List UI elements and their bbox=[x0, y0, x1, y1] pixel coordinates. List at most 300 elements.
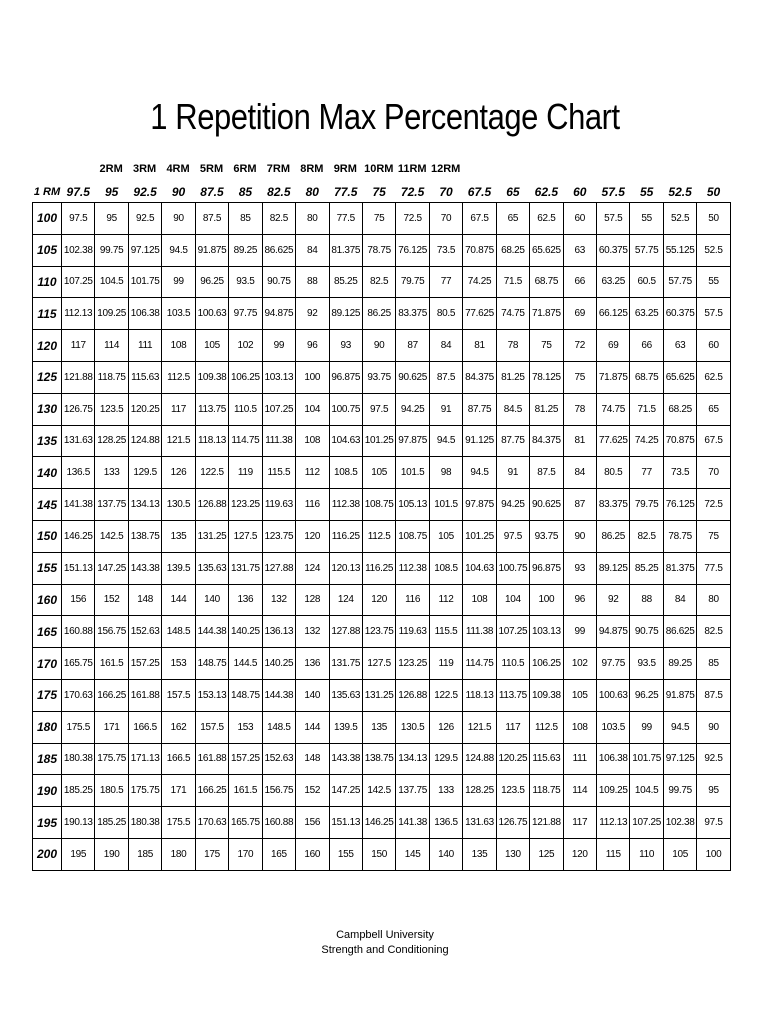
table-cell: 175.75 bbox=[128, 775, 161, 807]
row-weight: 200 bbox=[33, 838, 62, 870]
table-cell: 81 bbox=[563, 425, 596, 457]
table-cell: 120 bbox=[563, 838, 596, 870]
table-cell: 105.13 bbox=[396, 489, 429, 521]
table-cell: 93.5 bbox=[630, 648, 663, 680]
table-cell: 72.5 bbox=[697, 489, 730, 521]
table-cell: 93.75 bbox=[530, 520, 563, 552]
table-cell: 57.5 bbox=[597, 203, 630, 235]
table-cell: 146.25 bbox=[362, 807, 395, 839]
table-cell: 73.5 bbox=[429, 234, 462, 266]
table-cell: 93.75 bbox=[362, 361, 395, 393]
table-cell: 156.75 bbox=[95, 616, 128, 648]
page-title: 1 Repetition Max Percentage Chart bbox=[150, 96, 620, 137]
table-cell: 140 bbox=[296, 679, 329, 711]
table-row bbox=[33, 838, 731, 870]
table-cell: 80 bbox=[296, 203, 329, 235]
table-cell: 131.25 bbox=[362, 679, 395, 711]
table-cell: 87.5 bbox=[697, 679, 730, 711]
header-percent: 97.5 bbox=[62, 182, 95, 203]
table-cell: 151.13 bbox=[329, 807, 362, 839]
table-cell: 175.75 bbox=[95, 743, 128, 775]
table-cell: 84 bbox=[663, 584, 696, 616]
table-cell: 120.13 bbox=[329, 552, 362, 584]
table-cell: 84 bbox=[429, 330, 462, 362]
table-cell: 139.5 bbox=[329, 711, 362, 743]
table-cell: 116.25 bbox=[362, 552, 395, 584]
table-cell: 100.63 bbox=[597, 679, 630, 711]
table-cell: 77.625 bbox=[597, 425, 630, 457]
table-cell: 148 bbox=[296, 743, 329, 775]
table-cell: 115.63 bbox=[530, 743, 563, 775]
table-row bbox=[33, 807, 731, 839]
header-percent: 75 bbox=[362, 182, 395, 203]
table-cell: 112.13 bbox=[597, 807, 630, 839]
table-cell: 92 bbox=[597, 584, 630, 616]
table-cell: 127.88 bbox=[262, 552, 295, 584]
table-cell: 111.38 bbox=[463, 616, 496, 648]
table-cell: 88 bbox=[630, 584, 663, 616]
table-cell: 106.25 bbox=[530, 648, 563, 680]
table-cell: 131.63 bbox=[62, 425, 95, 457]
table-cell: 185.25 bbox=[95, 807, 128, 839]
table-cell: 185.25 bbox=[62, 775, 95, 807]
table-cell: 103.5 bbox=[597, 711, 630, 743]
table-cell: 100.63 bbox=[195, 298, 228, 330]
table-cell: 81 bbox=[463, 330, 496, 362]
table-cell: 127.5 bbox=[229, 520, 262, 552]
table-cell: 147.25 bbox=[95, 552, 128, 584]
table-cell: 113.75 bbox=[195, 393, 228, 425]
table-cell: 116.25 bbox=[329, 520, 362, 552]
table-cell: 77 bbox=[630, 457, 663, 489]
table-row bbox=[33, 711, 731, 743]
table-cell: 156 bbox=[62, 584, 95, 616]
table-cell: 130.5 bbox=[162, 489, 195, 521]
table-cell: 100 bbox=[697, 838, 730, 870]
table-cell: 102.38 bbox=[62, 234, 95, 266]
table-cell: 94.875 bbox=[262, 298, 295, 330]
table-cell: 115.63 bbox=[128, 361, 161, 393]
table-cell: 135.63 bbox=[329, 679, 362, 711]
table-cell: 112.38 bbox=[329, 489, 362, 521]
table-cell: 132 bbox=[262, 584, 295, 616]
table-cell: 134.13 bbox=[396, 743, 429, 775]
table-cell: 118.13 bbox=[463, 679, 496, 711]
row-weight: 190 bbox=[33, 775, 62, 807]
header-percent: 92.5 bbox=[128, 182, 161, 203]
table-cell: 87 bbox=[396, 330, 429, 362]
table-cell: 75 bbox=[362, 203, 395, 235]
header-row bbox=[33, 182, 731, 203]
table-cell: 105 bbox=[563, 679, 596, 711]
table-cell: 87.5 bbox=[429, 361, 462, 393]
table-cell: 165 bbox=[262, 838, 295, 870]
header-percent: 70 bbox=[429, 182, 462, 203]
table-cell: 136.5 bbox=[62, 457, 95, 489]
table-cell: 101.25 bbox=[362, 425, 395, 457]
table-cell: 109.38 bbox=[530, 679, 563, 711]
row-weight: 155 bbox=[33, 552, 62, 584]
table-cell: 152 bbox=[95, 584, 128, 616]
table-cell: 108.5 bbox=[329, 457, 362, 489]
table-cell: 97.125 bbox=[663, 743, 696, 775]
table-cell: 77 bbox=[429, 266, 462, 298]
table-cell: 78.75 bbox=[362, 234, 395, 266]
table-cell: 112.38 bbox=[396, 552, 429, 584]
row-weight: 170 bbox=[33, 648, 62, 680]
table-cell: 77.5 bbox=[697, 552, 730, 584]
table-cell: 96.25 bbox=[195, 266, 228, 298]
table-cell: 153.13 bbox=[195, 679, 228, 711]
table-row bbox=[33, 584, 731, 616]
table-row bbox=[33, 203, 731, 235]
rep-max-label: 10RM bbox=[364, 163, 394, 175]
table-cell: 55.125 bbox=[663, 234, 696, 266]
table-cell: 171 bbox=[162, 775, 195, 807]
table-cell: 91.125 bbox=[463, 425, 496, 457]
table-cell: 100 bbox=[296, 361, 329, 393]
footer bbox=[0, 928, 770, 958]
table-cell: 123.5 bbox=[496, 775, 529, 807]
table-cell: 98 bbox=[429, 457, 462, 489]
table-cell: 80.5 bbox=[429, 298, 462, 330]
table-cell: 99 bbox=[262, 330, 295, 362]
table-cell: 160 bbox=[296, 838, 329, 870]
table-cell: 130 bbox=[496, 838, 529, 870]
table-cell: 104.63 bbox=[463, 552, 496, 584]
table-cell: 117 bbox=[62, 330, 95, 362]
table-cell: 97.5 bbox=[496, 520, 529, 552]
table-cell: 94.5 bbox=[463, 457, 496, 489]
table-cell: 95 bbox=[95, 203, 128, 235]
table-cell: 105 bbox=[663, 838, 696, 870]
table-cell: 107.25 bbox=[262, 393, 295, 425]
table-cell: 65 bbox=[697, 393, 730, 425]
rep-max-label: 5RM bbox=[199, 163, 224, 175]
table-cell: 91.875 bbox=[663, 679, 696, 711]
table-cell: 109.38 bbox=[195, 361, 228, 393]
row-weight: 110 bbox=[33, 266, 62, 298]
table-cell: 115.5 bbox=[429, 616, 462, 648]
table-cell: 94.875 bbox=[597, 616, 630, 648]
table-cell: 94.25 bbox=[396, 393, 429, 425]
header-percent: 77.5 bbox=[329, 182, 362, 203]
table-cell: 77.5 bbox=[329, 203, 362, 235]
table-cell: 94.5 bbox=[162, 234, 195, 266]
table-cell: 112.13 bbox=[62, 298, 95, 330]
table-row bbox=[33, 489, 731, 521]
rep-max-label: 3RM bbox=[133, 163, 157, 175]
table-cell: 74.25 bbox=[463, 266, 496, 298]
table-cell: 166.5 bbox=[162, 743, 195, 775]
table-cell: 87 bbox=[563, 489, 596, 521]
table-cell: 115.5 bbox=[262, 457, 295, 489]
table-cell: 90 bbox=[563, 520, 596, 552]
table-cell: 93.5 bbox=[229, 266, 262, 298]
table-cell: 114 bbox=[95, 330, 128, 362]
table-cell: 131.75 bbox=[229, 552, 262, 584]
table-cell: 83.375 bbox=[597, 489, 630, 521]
table-cell: 114.75 bbox=[463, 648, 496, 680]
table-cell: 121.88 bbox=[62, 361, 95, 393]
table-cell: 96.875 bbox=[530, 552, 563, 584]
table-cell: 112.5 bbox=[530, 711, 563, 743]
table-cell: 67.5 bbox=[697, 425, 730, 457]
table-cell: 128 bbox=[296, 584, 329, 616]
table-cell: 94.25 bbox=[496, 489, 529, 521]
table-cell: 77.625 bbox=[463, 298, 496, 330]
table-cell: 126 bbox=[429, 711, 462, 743]
table-cell: 190 bbox=[95, 838, 128, 870]
header-percent: 60 bbox=[563, 182, 596, 203]
table-cell: 148.5 bbox=[162, 616, 195, 648]
header-percent: 52.5 bbox=[663, 182, 696, 203]
table-cell: 144 bbox=[162, 584, 195, 616]
table-cell: 96.875 bbox=[329, 361, 362, 393]
table-cell: 63 bbox=[563, 234, 596, 266]
table-cell: 79.75 bbox=[396, 266, 429, 298]
table-cell: 119.63 bbox=[262, 489, 295, 521]
row-weight: 140 bbox=[33, 457, 62, 489]
table-cell: 104 bbox=[296, 393, 329, 425]
table-cell: 80 bbox=[697, 584, 730, 616]
table-cell: 157.5 bbox=[162, 679, 195, 711]
table-cell: 108 bbox=[463, 584, 496, 616]
table-cell: 129.5 bbox=[128, 457, 161, 489]
table-cell: 65.625 bbox=[530, 234, 563, 266]
table-cell: 101.5 bbox=[429, 489, 462, 521]
table-cell: 99 bbox=[563, 616, 596, 648]
table-cell: 96 bbox=[563, 584, 596, 616]
table-cell: 148.75 bbox=[195, 648, 228, 680]
table-cell: 62.5 bbox=[530, 203, 563, 235]
table-cell: 136 bbox=[229, 584, 262, 616]
table-cell: 166.25 bbox=[195, 775, 228, 807]
table-cell: 124.88 bbox=[463, 743, 496, 775]
table-cell: 79.75 bbox=[630, 489, 663, 521]
table-cell: 138.75 bbox=[362, 743, 395, 775]
table-cell: 89.25 bbox=[229, 234, 262, 266]
table-cell: 114 bbox=[563, 775, 596, 807]
table-cell: 161.88 bbox=[195, 743, 228, 775]
table-cell: 90 bbox=[697, 711, 730, 743]
table-cell: 140 bbox=[195, 584, 228, 616]
table-cell: 60 bbox=[697, 330, 730, 362]
table-cell: 165.75 bbox=[229, 807, 262, 839]
table-cell: 143.38 bbox=[128, 552, 161, 584]
table-cell: 87.75 bbox=[463, 393, 496, 425]
table-cell: 133 bbox=[95, 457, 128, 489]
table-cell: 111 bbox=[563, 743, 596, 775]
table-cell: 162 bbox=[162, 711, 195, 743]
table-row bbox=[33, 648, 731, 680]
table-cell: 137.75 bbox=[396, 775, 429, 807]
table-cell: 63.25 bbox=[630, 298, 663, 330]
table-cell: 100.75 bbox=[329, 393, 362, 425]
footer-department: Strength and Conditioning bbox=[321, 944, 449, 956]
table-cell: 106.25 bbox=[229, 361, 262, 393]
table-cell: 55 bbox=[697, 266, 730, 298]
header-percent: 90 bbox=[162, 182, 195, 203]
table-cell: 75 bbox=[530, 330, 563, 362]
table-cell: 130.5 bbox=[396, 711, 429, 743]
table-cell: 113.75 bbox=[496, 679, 529, 711]
table-cell: 103.5 bbox=[162, 298, 195, 330]
header-percent: 80 bbox=[296, 182, 329, 203]
table-cell: 99.75 bbox=[95, 234, 128, 266]
table-cell: 112.5 bbox=[162, 361, 195, 393]
table-cell: 97.75 bbox=[597, 648, 630, 680]
table-cell: 101.75 bbox=[630, 743, 663, 775]
table-cell: 107.25 bbox=[630, 807, 663, 839]
table-row bbox=[33, 266, 731, 298]
header-1rm: 1 RM bbox=[33, 182, 62, 203]
table-cell: 102 bbox=[229, 330, 262, 362]
table-cell: 123.5 bbox=[95, 393, 128, 425]
table-cell: 69 bbox=[563, 298, 596, 330]
table-cell: 70.875 bbox=[663, 425, 696, 457]
table-cell: 141.38 bbox=[396, 807, 429, 839]
table-cell: 135.63 bbox=[195, 552, 228, 584]
table-cell: 146.25 bbox=[62, 520, 95, 552]
table-cell: 71.875 bbox=[597, 361, 630, 393]
table-cell: 135 bbox=[162, 520, 195, 552]
table-cell: 87.5 bbox=[195, 203, 228, 235]
table-cell: 93 bbox=[329, 330, 362, 362]
table-cell: 108.75 bbox=[362, 489, 395, 521]
table-cell: 108.5 bbox=[429, 552, 462, 584]
table-cell: 138.75 bbox=[128, 520, 161, 552]
table-cell: 85 bbox=[697, 648, 730, 680]
table-cell: 144.5 bbox=[229, 648, 262, 680]
table-cell: 180 bbox=[162, 838, 195, 870]
table-cell: 175.5 bbox=[162, 807, 195, 839]
table-cell: 85.25 bbox=[329, 266, 362, 298]
table-cell: 103.13 bbox=[530, 616, 563, 648]
table-cell: 131.25 bbox=[195, 520, 228, 552]
table-cell: 65.625 bbox=[663, 361, 696, 393]
table-cell: 95 bbox=[697, 775, 730, 807]
table-cell: 84 bbox=[296, 234, 329, 266]
table-cell: 107.25 bbox=[496, 616, 529, 648]
table-cell: 57.75 bbox=[663, 266, 696, 298]
table-cell: 89.125 bbox=[597, 552, 630, 584]
table-cell: 120.25 bbox=[128, 393, 161, 425]
table-cell: 135 bbox=[463, 838, 496, 870]
rep-max-label: 4RM bbox=[166, 163, 190, 175]
table-cell: 156.75 bbox=[262, 775, 295, 807]
table-cell: 71.875 bbox=[530, 298, 563, 330]
table-cell: 137.75 bbox=[95, 489, 128, 521]
table-cell: 91 bbox=[429, 393, 462, 425]
header-percent: 72.5 bbox=[396, 182, 429, 203]
row-weight: 125 bbox=[33, 361, 62, 393]
table-cell: 86.25 bbox=[362, 298, 395, 330]
table-cell: 153 bbox=[162, 648, 195, 680]
table-cell: 153 bbox=[229, 711, 262, 743]
table-cell: 101.25 bbox=[463, 520, 496, 552]
table-cell: 144.38 bbox=[195, 616, 228, 648]
table-cell: 131.63 bbox=[463, 807, 496, 839]
table-cell: 110.5 bbox=[229, 393, 262, 425]
table-cell: 86.25 bbox=[597, 520, 630, 552]
table-cell: 87.75 bbox=[496, 425, 529, 457]
header-percent: 67.5 bbox=[463, 182, 496, 203]
table-cell: 123.25 bbox=[396, 648, 429, 680]
table-cell: 123.75 bbox=[362, 616, 395, 648]
table-cell: 157.5 bbox=[195, 711, 228, 743]
table-cell: 171.13 bbox=[128, 743, 161, 775]
table-row bbox=[33, 234, 731, 266]
table-cell: 78.125 bbox=[530, 361, 563, 393]
table-cell: 97.5 bbox=[62, 203, 95, 235]
table-cell: 101.75 bbox=[128, 266, 161, 298]
row-weight: 105 bbox=[33, 234, 62, 266]
table-cell: 68.75 bbox=[530, 266, 563, 298]
table-cell: 123.25 bbox=[229, 489, 262, 521]
table-cell: 90.75 bbox=[630, 616, 663, 648]
table-cell: 170.63 bbox=[62, 679, 95, 711]
table-cell: 132 bbox=[296, 616, 329, 648]
row-weight: 115 bbox=[33, 298, 62, 330]
table-cell: 136.13 bbox=[262, 616, 295, 648]
table-cell: 106.38 bbox=[128, 298, 161, 330]
table-cell: 87.5 bbox=[530, 457, 563, 489]
table-cell: 127.5 bbox=[362, 648, 395, 680]
table-cell: 112 bbox=[296, 457, 329, 489]
table-cell: 90 bbox=[362, 330, 395, 362]
table-cell: 148.5 bbox=[262, 711, 295, 743]
table-cell: 68.75 bbox=[630, 361, 663, 393]
table-cell: 96.25 bbox=[630, 679, 663, 711]
table-cell: 140.25 bbox=[262, 648, 295, 680]
table-cell: 150 bbox=[362, 838, 395, 870]
table-cell: 85 bbox=[229, 203, 262, 235]
table-cell: 75 bbox=[697, 520, 730, 552]
table-cell: 89.25 bbox=[663, 648, 696, 680]
table-cell: 133 bbox=[429, 775, 462, 807]
table-cell: 70 bbox=[429, 203, 462, 235]
table-cell: 66.125 bbox=[597, 298, 630, 330]
table-row bbox=[33, 330, 731, 362]
rep-max-label: 9RM bbox=[333, 163, 357, 175]
table-cell: 102 bbox=[563, 648, 596, 680]
row-weight: 145 bbox=[33, 489, 62, 521]
header-percent: 87.5 bbox=[195, 182, 228, 203]
table-row bbox=[33, 552, 731, 584]
table-cell: 161.5 bbox=[229, 775, 262, 807]
table-cell: 160.88 bbox=[262, 807, 295, 839]
table-cell: 97.5 bbox=[697, 807, 730, 839]
table-cell: 190.13 bbox=[62, 807, 95, 839]
table-cell: 91.875 bbox=[195, 234, 228, 266]
table-cell: 115 bbox=[597, 838, 630, 870]
table-cell: 128.25 bbox=[95, 425, 128, 457]
table-cell: 62.5 bbox=[697, 361, 730, 393]
table-cell: 139.5 bbox=[162, 552, 195, 584]
table-cell: 70 bbox=[697, 457, 730, 489]
row-weight: 180 bbox=[33, 711, 62, 743]
table-cell: 81.25 bbox=[530, 393, 563, 425]
table-cell: 152.63 bbox=[128, 616, 161, 648]
table-row bbox=[33, 775, 731, 807]
table-cell: 126.75 bbox=[62, 393, 95, 425]
table-row bbox=[33, 361, 731, 393]
table-cell: 160.88 bbox=[62, 616, 95, 648]
table-cell: 72.5 bbox=[396, 203, 429, 235]
table-cell: 84.375 bbox=[463, 361, 496, 393]
table-cell: 72 bbox=[563, 330, 596, 362]
